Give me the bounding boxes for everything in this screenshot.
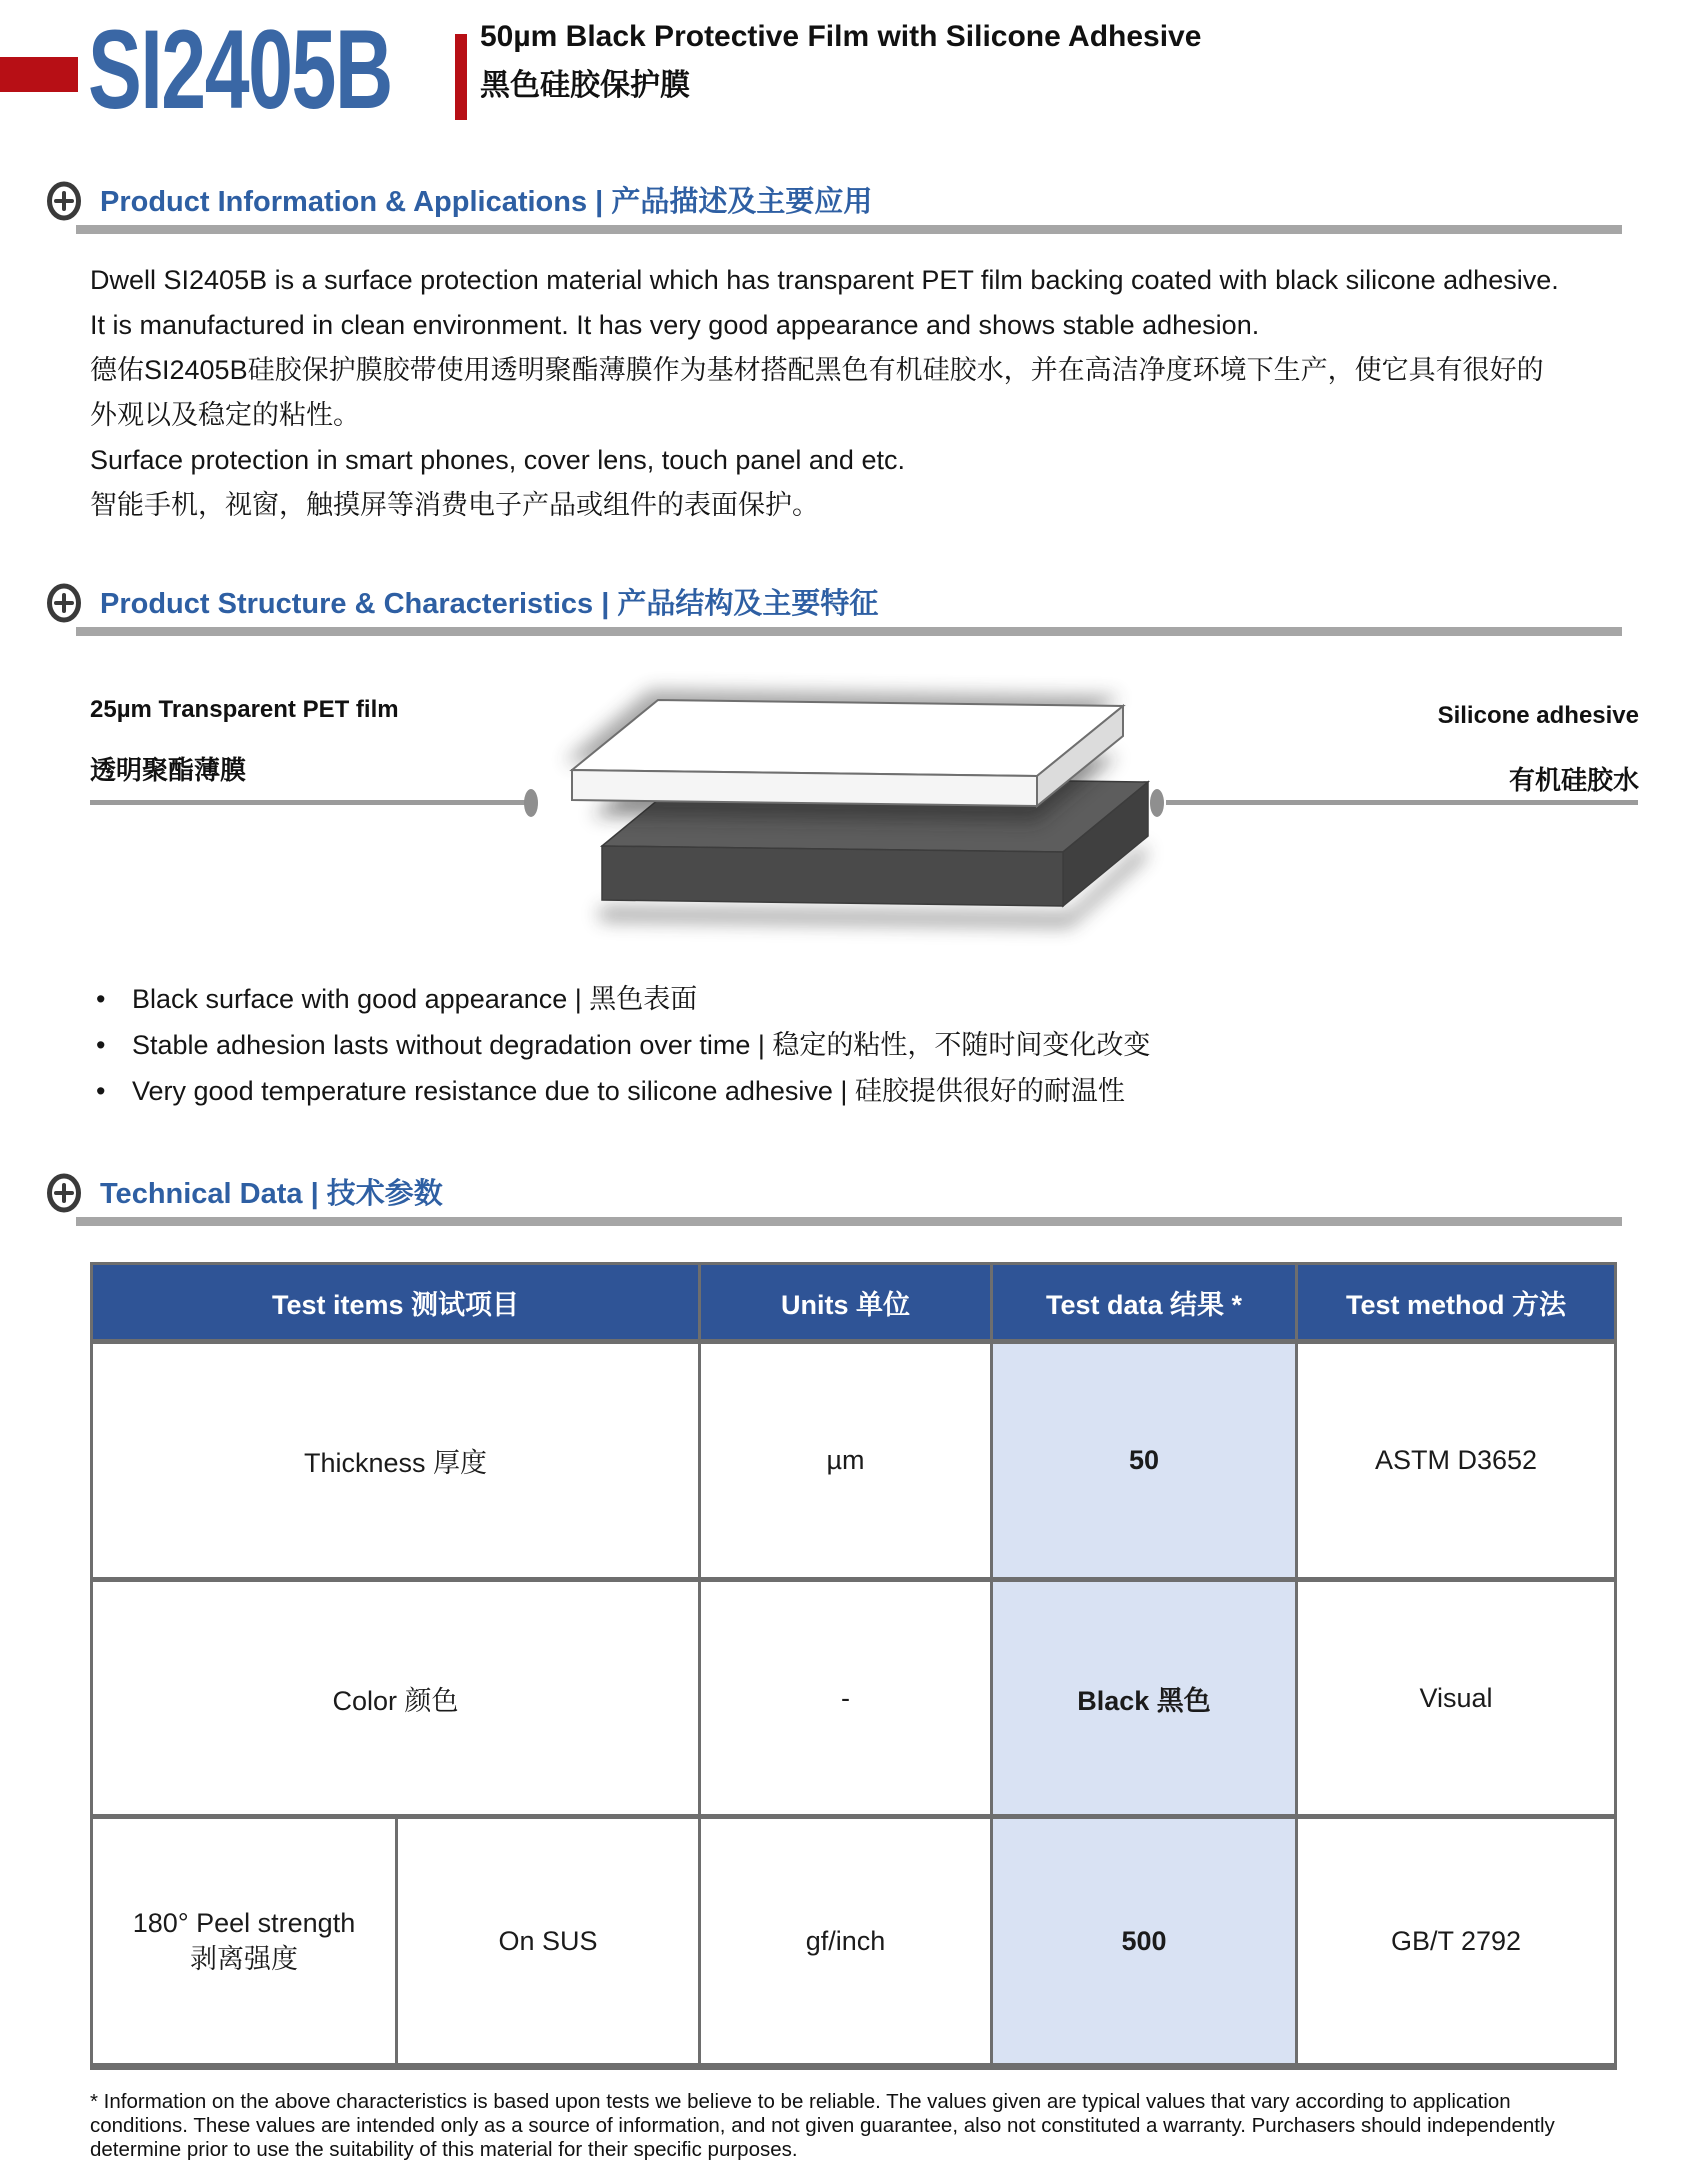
pet-film-label — [90, 696, 399, 787]
paragraph-line: Surface protection in smart phones, cover lens, touch panel and etc. — [90, 445, 905, 475]
table-row — [92, 1580, 1616, 1817]
red-accent-block — [0, 57, 78, 92]
section-product-information — [0, 178, 1705, 528]
product-title-zh: 黑色硅胶保护膜 — [480, 69, 690, 102]
pointer-line-right — [1166, 800, 1638, 805]
section-underline — [76, 225, 1622, 234]
section-product-structure — [0, 580, 1705, 1114]
feature-bullet: • Stable adhesion lasts without degradation over time | 稳定的粘性，不随时间变化改变 — [96, 1022, 1645, 1068]
adhesive-label-zh: 有机硅胶水 — [1508, 765, 1639, 795]
cell-test-method: ASTM D3652 — [1297, 1342, 1616, 1580]
cell-test-data: 50 — [992, 1342, 1297, 1580]
feature-bullets — [96, 976, 1645, 1114]
table-row — [92, 1817, 1616, 2067]
section-title: Product Structure & Characteristics | 产品结构及主要特征 — [100, 587, 879, 620]
red-divider-bar — [455, 34, 467, 120]
header — [0, 0, 1705, 130]
col-header-units: Units 单位 — [700, 1264, 992, 1342]
film-layers-illustration — [532, 660, 1192, 960]
cell-test-substrate: On SUS — [397, 1817, 700, 2067]
cell-test-item-line2: 剥离强度 — [190, 1944, 298, 1974]
product-title-en: 50µm Black Protective Film with Silicone Adhesive — [480, 20, 1202, 53]
info-paragraphs — [90, 258, 1645, 528]
cell-units: - — [700, 1580, 992, 1817]
paragraph-line: 德佑SI2405B硅胶保护膜胶带使用透明聚酯薄膜作为基材搭配黑色有机硅胶水，并在高洁净度环境下生产，使它具有很好的 — [90, 355, 1544, 385]
film-structure-diagram — [0, 654, 1705, 962]
pet-layer-top — [572, 700, 1123, 776]
cell-test-data: 500 — [992, 1817, 1297, 2067]
circle-plus-icon — [44, 1171, 84, 1215]
cell-test-item: Thickness 厚度 — [92, 1342, 700, 1580]
product-code: SI2405B — [88, 7, 392, 132]
cell-units: µm — [700, 1342, 992, 1580]
paragraph-line: 外观以及稳定的粘性。 — [90, 400, 360, 430]
pet-film-label-en: 25µm Transparent PET film — [90, 696, 399, 723]
feature-bullet: • Very good temperature resistance due to silicone adhesive | 硅胶提供很好的耐温性 — [96, 1068, 1645, 1114]
cell-test-item: Color 颜色 — [92, 1580, 700, 1817]
circle-plus-icon — [44, 581, 84, 625]
circle-plus-icon — [44, 179, 84, 223]
feature-bullet: • Black surface with good appearance | 黑色表面 — [96, 976, 1645, 1022]
technical-table-wrapper — [90, 1262, 1705, 2070]
cell-test-method: GB/T 2792 — [1297, 1817, 1616, 2067]
adhesive-label-en: Silicone adhesive — [1437, 702, 1639, 729]
section-title: Technical Data | 技术参数 — [100, 1177, 443, 1210]
section-title: Product Information & Applications | 产品描述及主要应用 — [100, 185, 873, 218]
cell-test-method: Visual — [1297, 1580, 1616, 1817]
cell-units: gf/inch — [700, 1817, 992, 2067]
paragraph-line: Dwell SI2405B is a surface protection material which has transparent PET film backing coated with black silicone adhesive. — [90, 265, 1559, 295]
section-heading — [44, 580, 1705, 626]
table-header-row — [92, 1264, 1616, 1342]
paragraph-line: It is manufactured in clean environment. It has very good appearance and shows stable adhesion. — [90, 310, 1260, 340]
section-technical-data — [0, 1170, 1705, 2161]
disclaimer-footnote: * Information on the above characteristics is based upon tests we believe to be reliable. The values given are typical values that vary according to application conditions. These values are intended only as a source of information, and not given guarantee, also not constituted a warranty. Purchasers should independently determine prior to use the suitability of this material for their specific purposes. — [90, 2090, 1555, 2161]
section-underline — [76, 627, 1622, 636]
pet-film-label-zh: 透明聚酯薄膜 — [90, 755, 247, 785]
cell-test-data: Black 黑色 — [992, 1580, 1297, 1817]
table-row — [92, 1342, 1616, 1580]
pointer-line-left — [90, 800, 528, 805]
col-header-test-items: Test items 测试项目 — [92, 1264, 700, 1342]
pet-layer-front — [572, 770, 1037, 806]
paragraph-line: 智能手机，视窗，触摸屏等消费电子产品或组件的表面保护。 — [90, 490, 819, 520]
cell-test-item-line1: 180° Peel strength — [132, 1908, 356, 1938]
cell-test-item — [92, 1817, 397, 2067]
col-header-test-method: Test method 方法 — [1297, 1264, 1616, 1342]
adhesive-layer-front — [602, 846, 1063, 906]
section-underline — [76, 1217, 1622, 1226]
col-header-test-data: Test data 结果 * — [992, 1264, 1297, 1342]
section-heading — [44, 1170, 1705, 1216]
technical-data-table — [90, 1262, 1617, 2070]
adhesive-label — [1438, 702, 1639, 797]
section-heading — [44, 178, 1705, 224]
